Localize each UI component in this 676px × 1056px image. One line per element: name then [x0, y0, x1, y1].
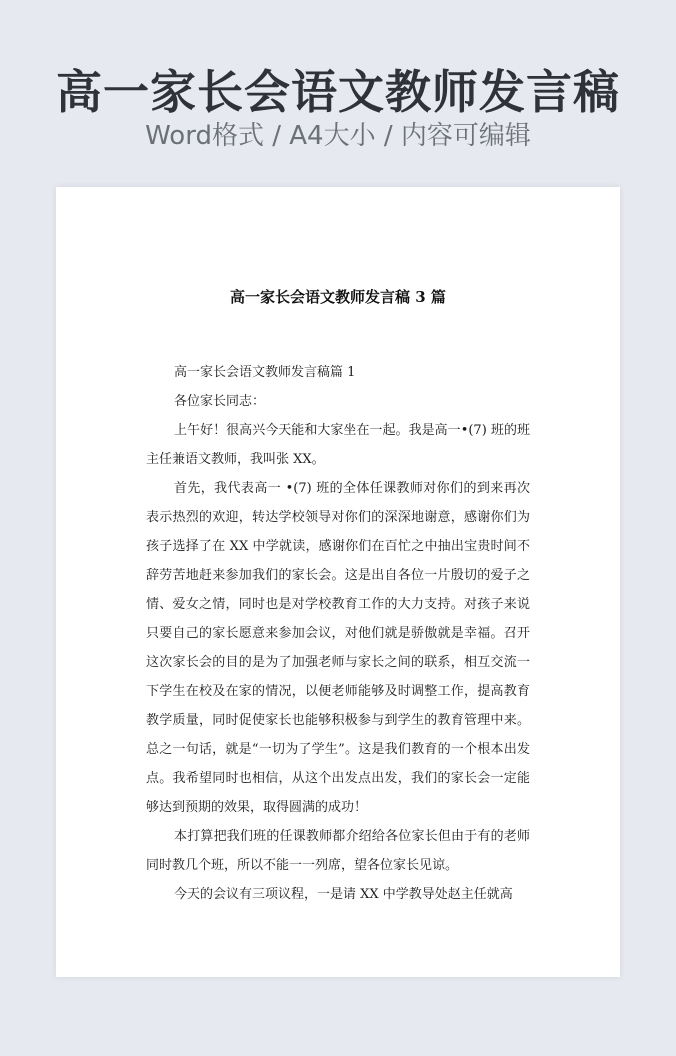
document-paragraph: 各位家长同志： [174, 394, 266, 409]
banner-header [0, 0, 676, 180]
document-paragraph: 本打算把我们班的任课教师都介绍给各位家长但由于有的老师同时教几个班，所以不能一一列席，望各位家长见谅。 [146, 829, 530, 873]
document-body [146, 358, 530, 909]
format-subtitle: Word格式 / A4大小 / 内容可编辑 [145, 121, 531, 151]
document-paragraph: 今天的会议有三项议程，一是请 XX 中学教导处赵主任就高 [174, 887, 513, 902]
document-title: 高一家长会语文教师发言稿 3 篇 [230, 288, 446, 306]
document-paragraph: 高一家长会语文教师发言稿篇 1 [174, 365, 356, 380]
page-title: 高一家长会语文教师发言稿 [56, 65, 620, 119]
document-paragraph: 首先，我代表高一 •(7) 班的全体任课教师对你们的到来再次表示热烈的欢迎，转达学校领导对你们的深深地谢意，感谢你们为孩子选择了在 XX 中学就读，感谢你们在百忙之中抽出宝贵时间不辞劳苦地赶来参加我们的家长会。这是出自各位一片殷切的爱子之情、爱女之情，同时也是对学校教育工作的大力支持。对孩子来说只要自己的家长愿意来参加会议，对他们就是骄傲就是幸福。召开这次家长会的目的是为了加强老师与家长之间的联系，相互交流一下学生在校及在家的情况，以便老师能够及时调整工作，提高教育教学质量，同时促使家长也能够积极参与到学生的教育管理中来。总之一句话，就是“一切为了学生”。这是我们教育的一个根本出发点。我希望同时也相信，从这个出发点出发，我们的家长会一定能够达到预期的效果，取得圆满的成功！ [146, 481, 530, 815]
document-paragraph: 上午好！很高兴今天能和大家坐在一起。我是高一•(7) 班的班主任兼语文教师，我叫张 XX。 [146, 423, 530, 467]
document-page [56, 187, 620, 977]
